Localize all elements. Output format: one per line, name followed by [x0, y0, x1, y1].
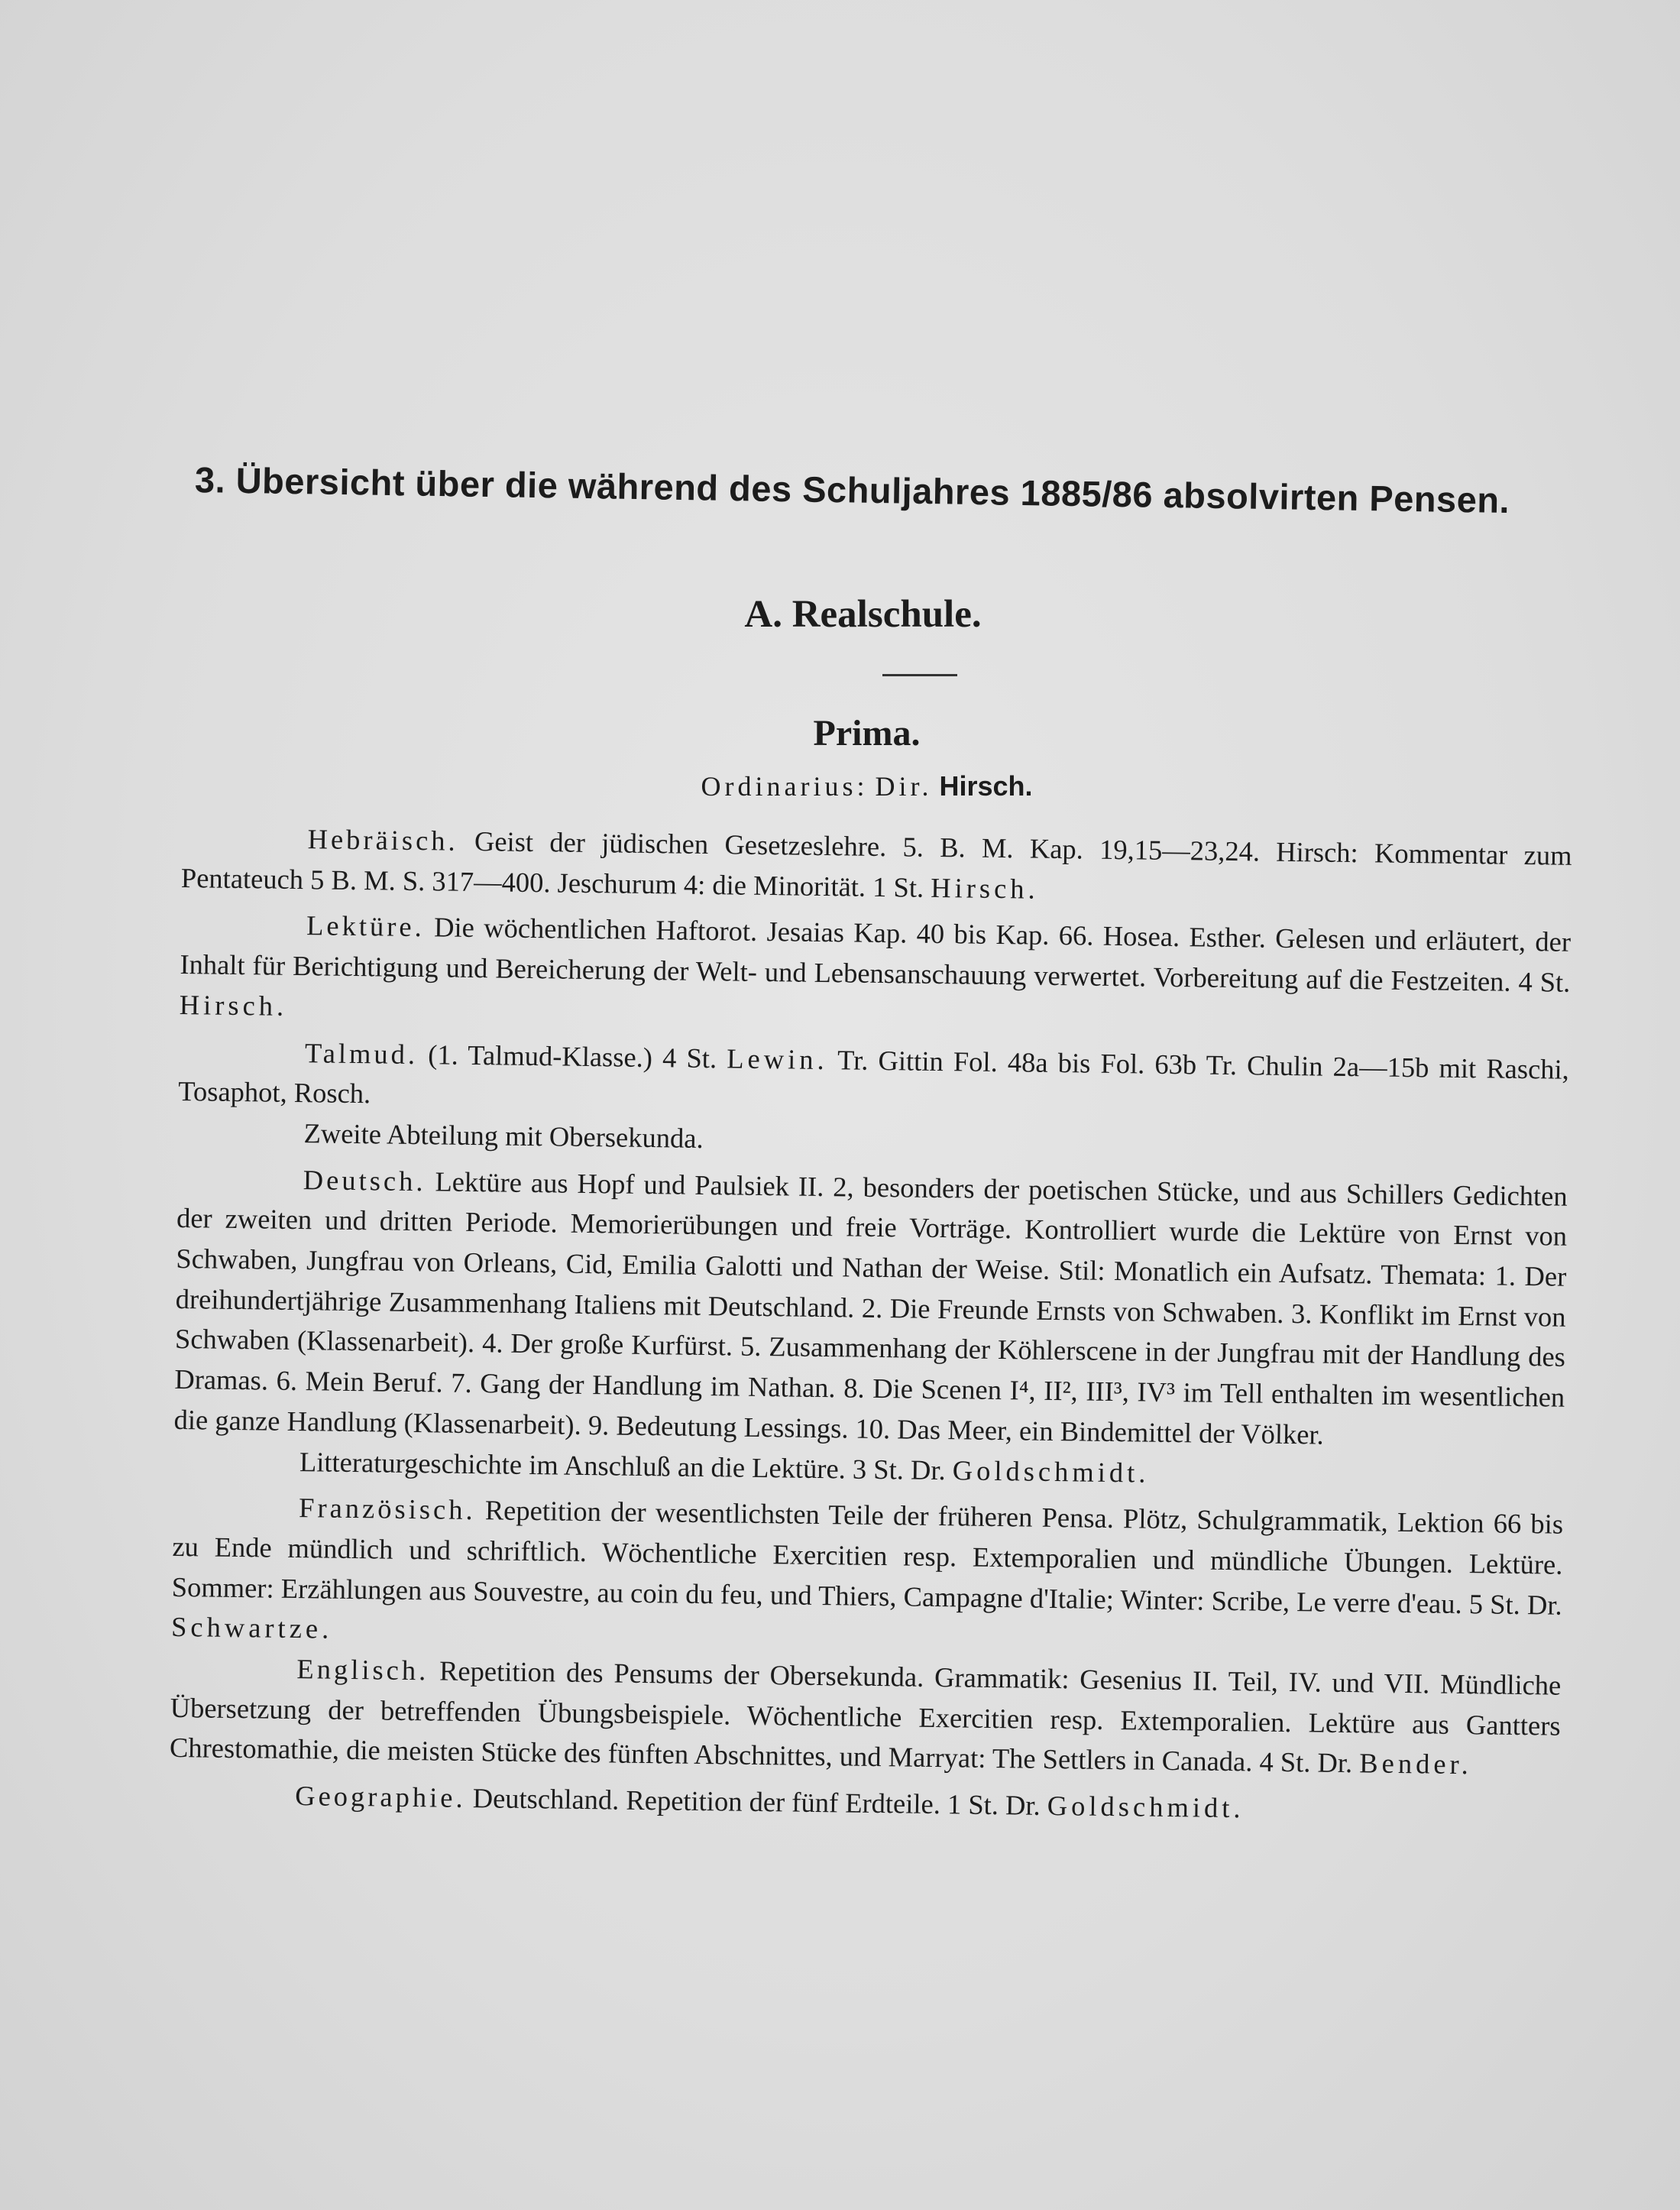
subject-heading: Englisch.	[296, 1653, 429, 1687]
document-body	[169, 818, 1572, 1833]
paragraph-text: Lektüre aus Hopf und Paulsiek II. 2, besonders der poetischen Stücke, und aus Schillers Gedichten der zweiten und dritten Periode. Memorierübungen und freie Vorträge. Kontrolliert wurde die Lektüre von Ernst von Schwaben, Jungfrau von Orleans, Cid, Emilia Galotti und Nathan der Weise. Stil: Monatlich ein Aufsatz. Themata: 1. Der dreihundertjährige Zusammenhang Italiens mit Deutschland. 2. Die Freunde Ernsts von Schwaben. 3. Konflikt im Ernst von Schwaben (Klassenarbeit). 4. Der große Kurfürst. 5. Zusammenhang der Köhlerscene in der Jungfrau mit der Handlung des Dramas. 6. Mein Beruf. 7. Gang der Handlung im Nathan. 8. Die Scenen I⁴, II², III³, IV³ im Tell enthalten im wesentlichen die ganze Handlung (Klassenarbeit). 9. Bedeutung Lessings. 10. Das Meer, ein Bindemittel der Völker.	[173, 1165, 1568, 1450]
teacher-name: Bender.	[1359, 1747, 1473, 1781]
paragraph-text: (1. Talmud-Klasse.) 4 St.	[417, 1038, 727, 1074]
subject-heading: Deutsch.	[303, 1163, 426, 1197]
paragraph-franzoesisch	[171, 1486, 1564, 1666]
subject-heading: Lektüre.	[306, 909, 426, 943]
paragraph-text-continued: Tr. Gittin Fol. 48a bis Fol. 63b Tr. Chulin 2a—15b mit Raschi, Tosaphot, Rosch.	[178, 1043, 1570, 1110]
paragraph-text: Repetition der wesentlichsten Teile der früheren Pensa. Plötz, Schulgrammatik, Lektion 66 bis zu Ende mündlich und schriftlich. Wöchentliche Exercitien resp. Extemporalien und mündliche Übungen. Lektüre. Sommer: Erzählungen aus Souvestre, au coin du feu, und Thiers, Campagne d'Italie; Winter: Scribe, Le verre d'eau. 5 St. Dr.	[171, 1494, 1564, 1621]
subject-heading: Hebräisch.	[307, 823, 458, 857]
ordinarius-line	[0, 770, 1680, 802]
paragraph-text: Die wöchentlichen Haftorot. Jesaias Kap. 40 bis Kap. 66. Hosea. Esther. Gelesen und erläutert, der Inhalt für Berichtigung und Bereicherung der Welt- und Lebensanschauung verwertet. Vorbereitung auf die Festzeiten. 4 St.	[180, 911, 1572, 998]
main-title: 3. Übersicht über die während des Schuljahres 1885/86 absolvirten Pensen.	[194, 459, 1510, 521]
paragraph-lektuere	[179, 904, 1571, 1043]
subject-heading: Französisch.	[298, 1492, 476, 1526]
subject-heading: Geographie.	[294, 1780, 466, 1814]
teacher-name: Goldschmidt.	[952, 1453, 1150, 1489]
teacher-name: Schwartze.	[170, 1611, 333, 1645]
paragraph-text: Deutschland. Repetition der fünf Erdteile. 1 St. Dr.	[465, 1782, 1048, 1822]
paragraph-text: Litteraturgeschichte im Anschluß an die Lektüre. 3 St. Dr.	[299, 1445, 953, 1486]
paragraph-englisch	[170, 1648, 1562, 1787]
paragraph-text: Geist der jüdischen Gesetzeslehre. 5. B. M. Kap. 19,15—23,24. Hirsch: Kommentar zum Pentateuch 5 B. M. S. 317—400. Jeschurum 4: die Minorität. 1 St.	[180, 825, 1572, 903]
ordinarius-label: Ordinarius:	[701, 771, 869, 802]
class-title: Prima.	[813, 713, 921, 753]
paragraph-hebraeisch	[181, 818, 1572, 916]
ordinarius-prefix: Dir.	[875, 771, 933, 802]
divider-rule	[882, 674, 957, 676]
teacher-name: Hirsch.	[931, 871, 1039, 905]
ordinarius-name: Hirsch.	[939, 770, 1033, 802]
section-title: A. Realschule.	[744, 593, 982, 636]
paragraph-text: Repetition des Pensums der Obersekunda. Grammatik: Gesenius II. Teil, IV. und VII. Mündliche Übersetzung der betreffenden Übungsbeispiele. Wöchentliche Exercitien resp. Extemporalien. Lektüre aus Gantters Chrestomathie, die meisten Stücke des fünften Abschnittes, und Marryat: The Settlers in Canada. 4 St. Dr.	[169, 1654, 1562, 1779]
paragraph-text: Zweite Abteilung mit Obersekunda.	[303, 1117, 704, 1154]
subject-heading: Talmud.	[304, 1036, 419, 1070]
paragraph-deutsch	[173, 1158, 1568, 1459]
teacher-name: Lewin.	[727, 1042, 828, 1075]
teacher-name: Goldschmidt.	[1047, 1790, 1245, 1824]
teacher-name: Hirsch.	[179, 988, 288, 1022]
